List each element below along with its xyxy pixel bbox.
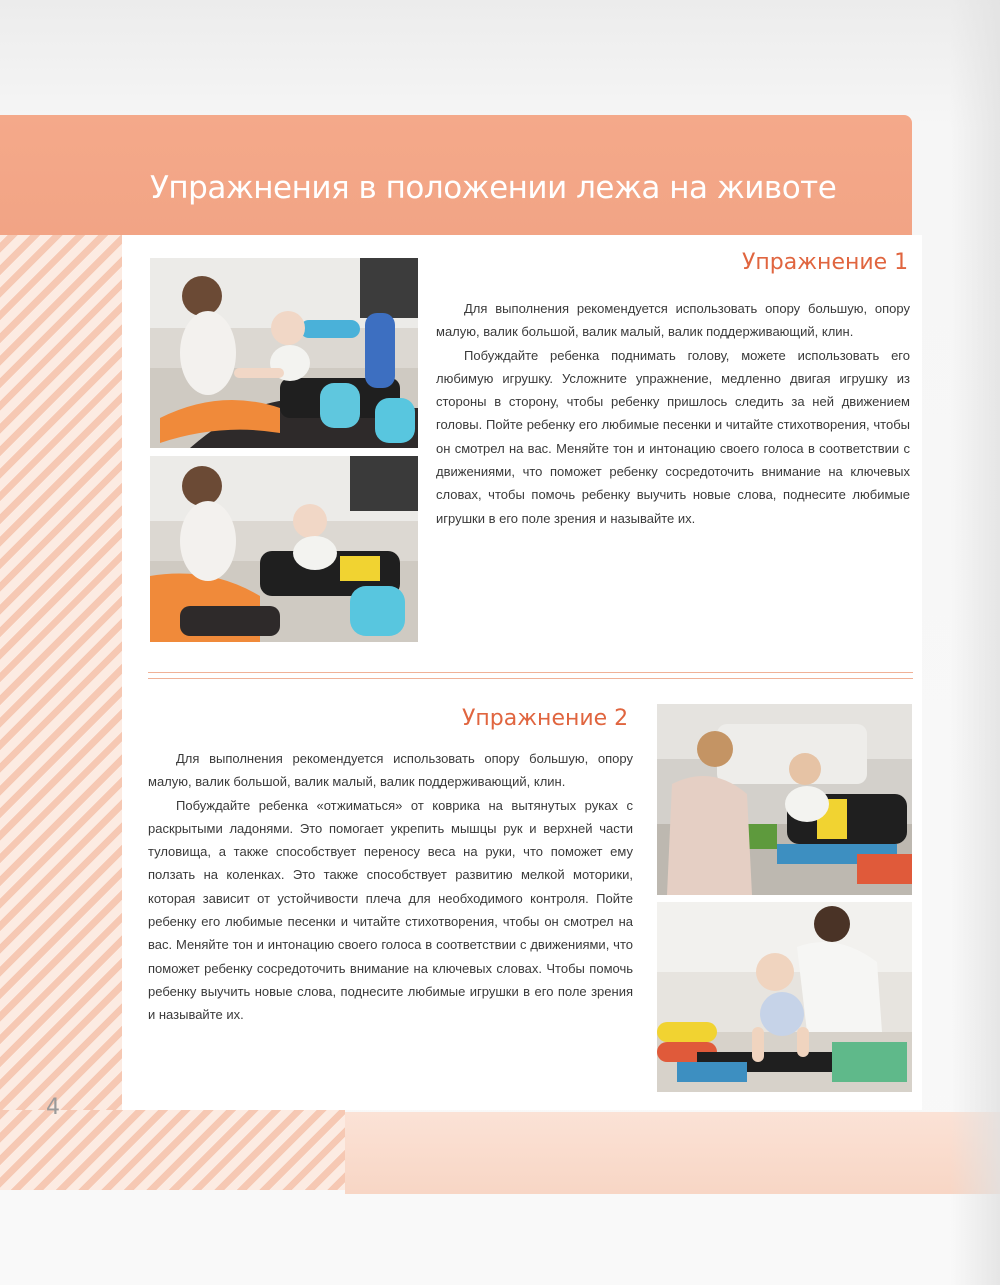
left-stripe-decoration — [0, 220, 122, 1120]
page-curl-shadow — [950, 0, 1000, 1285]
page-number: 4 — [46, 1095, 60, 1120]
bottom-peach-band — [345, 1112, 1000, 1194]
exercise1-paragraph: Для выполнения рекомендуется использовать опору большую, опору малую, валик большой, валик малый, валик поддерживающий, клин. — [436, 301, 910, 340]
exercise1-photo-bottom — [150, 456, 418, 642]
exercise1-title: Упражнение 1 — [742, 250, 909, 275]
exercise2-paragraph: Побуждайте ребенка «отжиматься» от коврика на вытянутых руках с раскрытыми ладонями. Это помогает укрепить мышцы рук и верхней части туловища, а также способствует переносу веса на руки, что поможет ему ползать на коленках. Это также способствует развитию мелкой моторики, которая зависит от устойчивости плеча для необходимого контроля. Пойте ребенку его любимые песенки и читайте стихотворения, чтобы он смотрел на вас. Меняйте тон и интонацию своего голоса в соответствии с движениями, что поможет ребенку сосредоточить внимание на ключевых словах. Чтобы помочь ребенку выучить новые слова, поднесите любимые игрушки в его поле зрения и называйте их. — [148, 797, 633, 1023]
exercise2-text — [148, 747, 633, 1027]
exercise2-photo-bottom — [657, 902, 912, 1092]
section-divider — [148, 672, 913, 679]
bottom-stripe-decoration — [0, 1110, 345, 1190]
page-title: Упражнения в положении лежа на животе — [150, 170, 837, 206]
exercise1-text — [436, 297, 910, 530]
exercise1-photo-top — [150, 258, 418, 448]
exercise2-title: Упражнение 2 — [462, 706, 629, 731]
exercise1-paragraph: Побуждайте ребенка поднимать голову, можете использовать его любимую игрушку. Усложните упражнение, медленно двигая игрушку из стороны в сторону, чтобы ребенку пришлось следить за ней движением головы. Пойте ребенку его любимые песенки и читайте стихотворения, чтобы он смотрел на вас. Меняйте тон и интонацию своего голоса в соответствии с движениями, что поможет ребенку сосредоточить внимание на ключевых словах, чтобы помочь ребенку выучить новые слова, поднесите любимые игрушки в его поле зрения и называйте их. — [436, 347, 910, 526]
exercise2-photo-top — [657, 704, 912, 895]
exercise2-paragraph: Для выполнения рекомендуется использовать опору большую, опору малую, валик большой, валик малый, валик поддерживающий, клин. — [148, 751, 633, 790]
